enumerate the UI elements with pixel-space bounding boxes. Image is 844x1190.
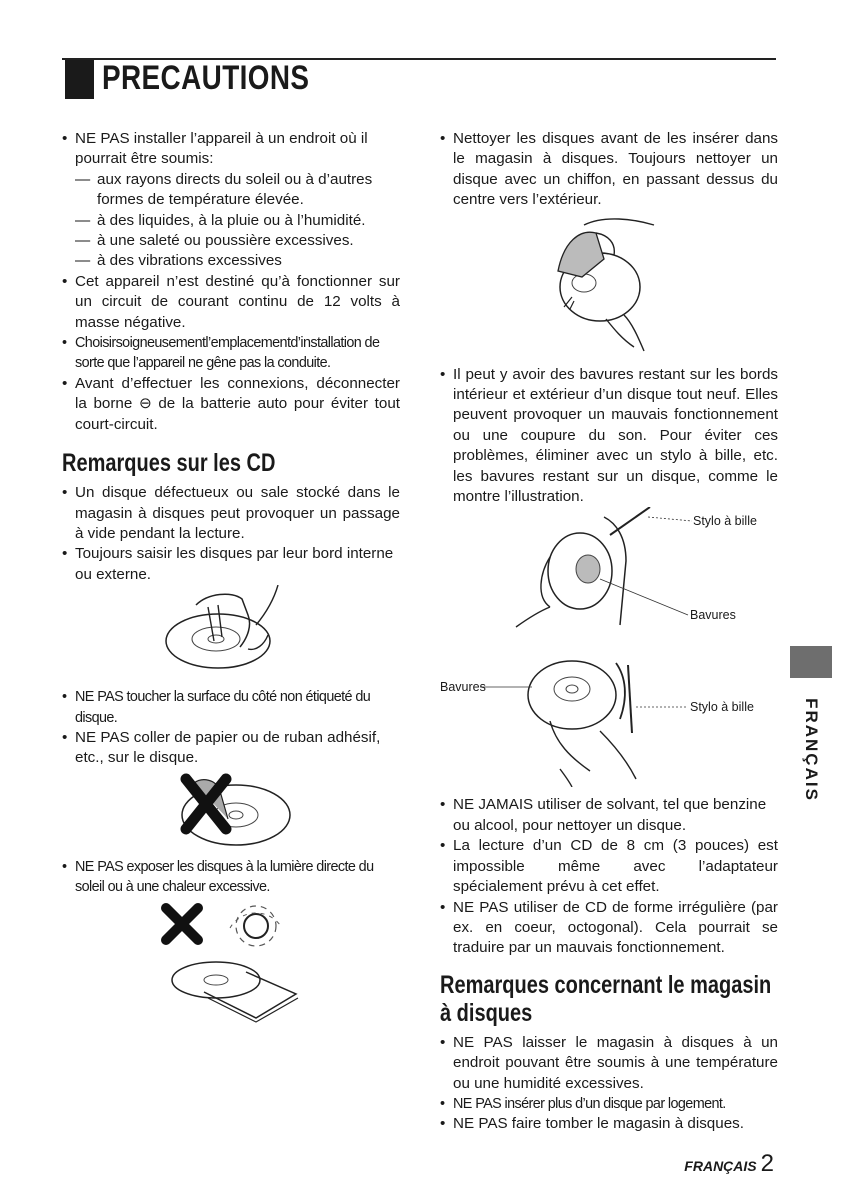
cd-list-1 bbox=[62, 483, 400, 585]
sun-disc-illustration bbox=[146, 898, 316, 1024]
warnings-list bbox=[440, 795, 778, 958]
page-number: 2 bbox=[760, 1150, 774, 1177]
magazine-list bbox=[440, 1033, 778, 1135]
pen-label-top: Stylo à bille bbox=[693, 514, 757, 529]
install-sublist bbox=[75, 170, 400, 272]
list-item: • Un disque défectueux ou sale stocké dans le magasin à disques peut provoquer un passage à vide pendant la lecture. bbox=[62, 483, 400, 544]
sub-item-text: à des vibrations excessives bbox=[97, 252, 282, 270]
list-item: • NE PAS exposer les disques à la lumière directe du soleil ou à une chaleur excessive. bbox=[62, 857, 400, 898]
heading-line: à disques bbox=[440, 998, 533, 1027]
disc-cleaning-illustration bbox=[544, 211, 674, 357]
list-item: • NE PAS coller de papier ou de ruban adhésif, etc., sur le disque. bbox=[62, 728, 400, 769]
list-item: • NE PAS laisser le magasin à disques à un endroit pouvant être soumis à une température ou une humidité excessives. bbox=[440, 1033, 778, 1094]
list-item: • NE PAS insérer plus d’un disque par logement. bbox=[440, 1094, 778, 1114]
install-list bbox=[62, 129, 400, 435]
section-heading-cd: Remarques sur les CD bbox=[62, 449, 276, 478]
list-item: • Choisirsoigneusementl’emplacementd’installation de sorte que l’appareil ne gêne pas la conduite. bbox=[62, 333, 400, 374]
list-item: — à des vibrations excessives bbox=[75, 252, 282, 270]
footer-language: FRANÇAIS bbox=[684, 1158, 757, 1174]
left-column bbox=[62, 129, 400, 1024]
list-item: — à une saleté ou poussière excessives. bbox=[75, 232, 354, 250]
burrs-label-top: Bavures bbox=[690, 608, 736, 623]
sub-item-text: à une saleté ou poussière excessives. bbox=[97, 232, 354, 250]
list-item: • Avant d’effectuer les connexions, déconnecter la borne ⊖ de la batterie auto pour éviter tout court-circuit. bbox=[62, 374, 400, 435]
language-tab-marker bbox=[790, 646, 832, 678]
list-item: — aux rayons directs du soleil ou à d’autres formes de température élevée. bbox=[75, 170, 373, 209]
pen-label-bottom: Stylo à bille bbox=[690, 700, 754, 715]
burrs-list bbox=[440, 365, 778, 508]
page-footer bbox=[684, 1150, 774, 1178]
list-item: • Nettoyer les disques avant de les insérer dans le magasin à disques. Toujours nettoyer un disque avec un chiffon, en passant dessus du centre vers l’extérieur. bbox=[440, 129, 778, 211]
list-item: • La lecture d’un CD de 8 cm (3 pouces) est impossible même avec l’adaptateur spécialement prévu à cet effet. bbox=[440, 836, 778, 897]
section-heading-magazine bbox=[440, 971, 778, 1027]
clean-list bbox=[440, 129, 778, 211]
install-intro: NE PAS installer l’appareil à un endroit où il pourrait être soumis: bbox=[75, 130, 368, 168]
right-column bbox=[440, 129, 778, 1135]
sub-item-text: à des liquides, à la pluie ou à l’humidité. bbox=[97, 211, 366, 229]
list-item: • NE PAS faire tomber le magasin à disques. bbox=[440, 1114, 778, 1134]
sub-item-text: aux rayons directs du soleil ou à d’autres formes de température élevée. bbox=[97, 170, 373, 209]
language-side-label: FRANÇAIS bbox=[802, 698, 821, 802]
list-item: — à des liquides, à la pluie ou à l’humidité. bbox=[75, 211, 366, 229]
disc-hold-illustration bbox=[156, 585, 306, 681]
title-block-marker bbox=[65, 60, 94, 99]
cd-list-3 bbox=[62, 857, 400, 898]
page-title: PRECAUTIONS bbox=[102, 59, 310, 97]
crossed-disc-illustration bbox=[156, 769, 306, 855]
cd-list-2 bbox=[62, 687, 400, 769]
list-item: • NE PAS toucher la surface du côté non étiqueté du disque. bbox=[62, 687, 400, 728]
burrs-label-bottom: Bavures bbox=[440, 680, 486, 695]
list-item bbox=[62, 129, 400, 272]
burr-removal-illustration bbox=[440, 507, 778, 787]
list-item: • NE PAS utiliser de CD de forme irrégulière (par ex. en coeur, octogonal). Cela pourrait se traduire par un mauvais fonctionnement. bbox=[440, 898, 778, 959]
list-item: • Cet appareil n’est destiné qu’à fonctionner sur un circuit de courant continu de 12 volts à masse négative. bbox=[62, 272, 400, 333]
list-item: • NE JAMAIS utiliser de solvant, tel que benzine ou alcool, pour nettoyer un disque. bbox=[440, 795, 778, 836]
heading-line: Remarques concernant le magasin bbox=[440, 970, 772, 999]
list-item: • Toujours saisir les disques par leur bord interne ou externe. bbox=[62, 544, 400, 585]
list-item: • Il peut y avoir des bavures restant sur les bords intérieur et extérieur d’un disque tout neuf. Elles peuvent provoquer un mauvais fonctionnement ou une coupure du son. Pour éviter ces problèmes, éliminer avec un stylo à bille, etc. les bavures restant sur un disque, comme le montre l’illustration. bbox=[440, 365, 778, 508]
